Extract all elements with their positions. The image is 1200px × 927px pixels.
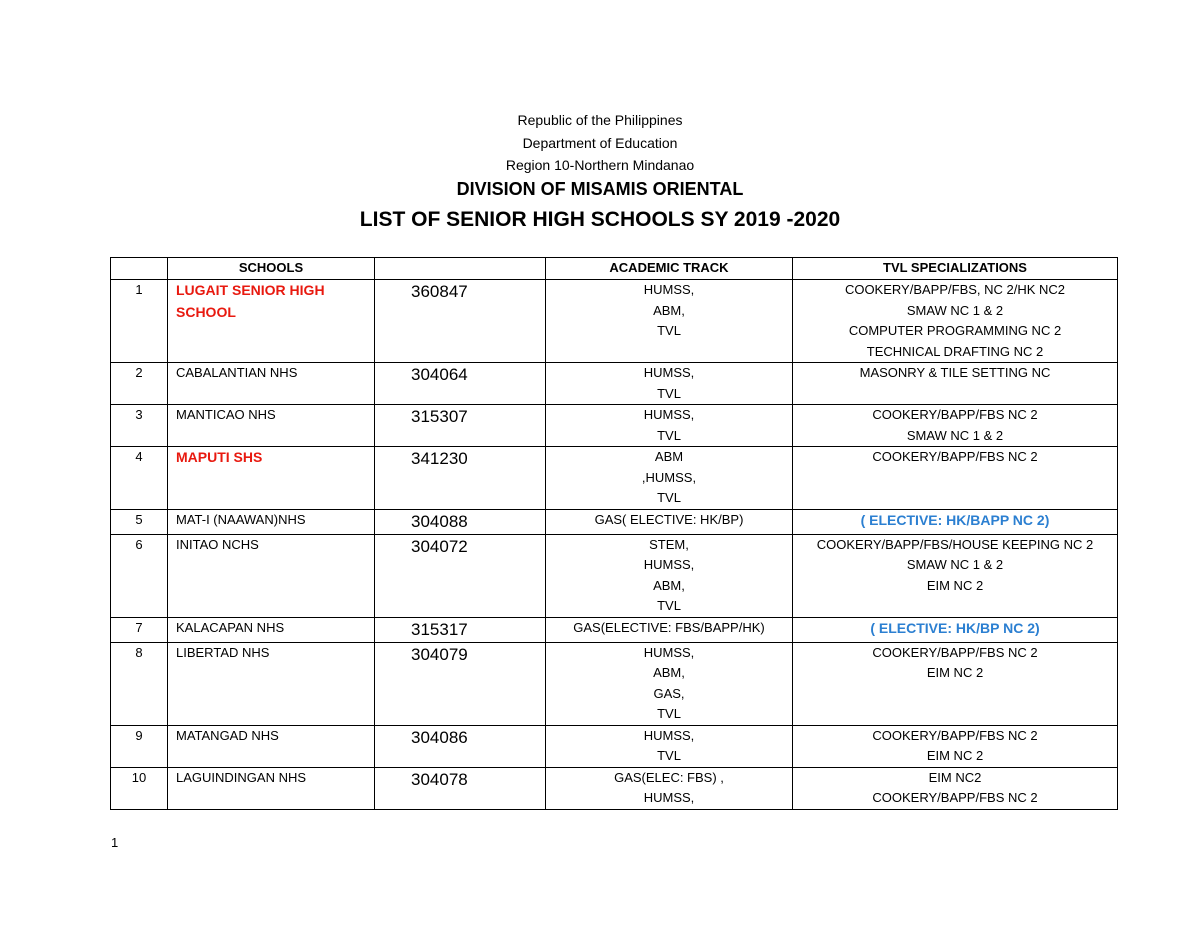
academic-track bbox=[546, 725, 793, 767]
tvl-specializations bbox=[793, 617, 1118, 642]
tvl-item: ( ELECTIVE: HK/BP NC 2) bbox=[870, 619, 1040, 636]
table-row bbox=[111, 509, 1118, 534]
row-number: 3 bbox=[111, 405, 168, 447]
table-row bbox=[111, 725, 1118, 767]
tvl-item: MASONRY & TILE SETTING NC bbox=[859, 365, 1051, 380]
row-number: 10 bbox=[111, 767, 168, 809]
tvl-item: COMPUTER PROGRAMMING NC 2 bbox=[848, 323, 1062, 338]
academic-track-item: TVL bbox=[657, 706, 681, 721]
school-id: 304086 bbox=[375, 725, 546, 767]
school-id: 315317 bbox=[375, 617, 546, 642]
table-row bbox=[111, 405, 1118, 447]
header-tvl-specializations: TVL SPECIALIZATIONS bbox=[793, 258, 1118, 280]
header-schools: SCHOOLS bbox=[168, 258, 375, 280]
school-id: 304072 bbox=[375, 534, 546, 617]
school-name-text: LUGAIT SENIOR HIGH SCHOOL bbox=[176, 282, 325, 320]
academic-track bbox=[546, 767, 793, 809]
academic-track-item: HUMSS, bbox=[643, 790, 695, 805]
academic-track-item: HUMSS, bbox=[643, 365, 695, 380]
academic-track bbox=[546, 280, 793, 363]
table-row bbox=[111, 534, 1118, 617]
school-name bbox=[168, 447, 375, 510]
table-header-row bbox=[111, 258, 1118, 280]
school-id: 304064 bbox=[375, 363, 546, 405]
row-number: 8 bbox=[111, 642, 168, 725]
academic-track-item: HUMSS, bbox=[643, 557, 695, 572]
tvl-item: SMAW NC 1 & 2 bbox=[906, 302, 1004, 318]
row-number: 4 bbox=[111, 447, 168, 510]
academic-track-item: GAS(ELECTIVE: FBS/BAPP/HK) bbox=[573, 619, 765, 635]
school-name: MATANGAD NHS bbox=[168, 725, 375, 767]
tvl-item: COOKERY/BAPP/FBS NC 2 bbox=[872, 644, 1038, 660]
tvl-specializations bbox=[793, 509, 1118, 534]
school-id: 304088 bbox=[375, 509, 546, 534]
table-row bbox=[111, 280, 1118, 363]
academic-track-item: HUMSS, bbox=[643, 644, 695, 660]
academic-track bbox=[546, 534, 793, 617]
academic-track bbox=[546, 509, 793, 534]
academic-track bbox=[546, 617, 793, 642]
academic-track bbox=[546, 447, 793, 510]
header-code bbox=[375, 258, 546, 280]
row-number: 9 bbox=[111, 725, 168, 767]
academic-track-item: ABM, bbox=[653, 577, 685, 593]
academic-track-item: TVL bbox=[657, 323, 681, 338]
school-id: 315307 bbox=[375, 405, 546, 447]
table-row bbox=[111, 447, 1118, 510]
tvl-specializations bbox=[793, 642, 1118, 725]
table-row bbox=[111, 617, 1118, 642]
header-republic: Republic of the Philippines bbox=[517, 112, 683, 128]
tvl-specializations bbox=[793, 447, 1118, 510]
table-row bbox=[111, 767, 1118, 809]
tvl-item: COOKERY/BAPP/FBS NC 2 bbox=[872, 449, 1038, 464]
academic-track-item: GAS, bbox=[653, 685, 685, 701]
row-number: 5 bbox=[111, 509, 168, 534]
academic-track-item: GAS(ELEC: FBS) , bbox=[614, 769, 724, 785]
academic-track-item: ,HUMSS, bbox=[641, 469, 697, 485]
tvl-item: EIM NC 2 bbox=[926, 748, 984, 763]
academic-track-item: TVL bbox=[657, 598, 681, 613]
school-name: MANTICAO NHS bbox=[168, 405, 375, 447]
table-row bbox=[111, 642, 1118, 725]
academic-track bbox=[546, 405, 793, 447]
school-id: 341230 bbox=[375, 447, 546, 510]
school-name: KALACAPAN NHS bbox=[168, 617, 375, 642]
academic-track bbox=[546, 363, 793, 405]
tvl-specializations bbox=[793, 534, 1118, 617]
row-number: 6 bbox=[111, 534, 168, 617]
row-number: 7 bbox=[111, 617, 168, 642]
tvl-item: COOKERY/BAPP/FBS/HOUSE KEEPING NC 2 bbox=[816, 536, 1094, 552]
academic-track-item: TVL bbox=[657, 427, 681, 443]
tvl-item: TECHNICAL DRAFTING NC 2 bbox=[866, 343, 1044, 359]
academic-track-item: GAS( ELECTIVE: HK/BP) bbox=[594, 511, 744, 527]
header-region: Region 10-Northern Mindanao bbox=[505, 157, 695, 173]
school-name-text: MAPUTI SHS bbox=[176, 449, 263, 465]
school-name: CABALANTIAN NHS bbox=[168, 363, 375, 405]
tvl-item: EIM NC 2 bbox=[926, 665, 984, 680]
school-name: LAGUINDINGAN NHS bbox=[168, 767, 375, 809]
school-id: 304078 bbox=[375, 767, 546, 809]
tvl-item: COOKERY/BAPP/FBS NC 2 bbox=[872, 790, 1038, 805]
academic-track-item: HUMSS, bbox=[643, 282, 695, 297]
tvl-item: SMAW NC 1 & 2 bbox=[906, 557, 1004, 572]
header-department: Department of Education bbox=[522, 135, 678, 151]
tvl-item: COOKERY/BAPP/FBS NC 2 bbox=[872, 407, 1038, 422]
page-number: 1 bbox=[111, 835, 119, 850]
academic-track-item: ABM, bbox=[653, 665, 685, 680]
academic-track-item: HUMSS, bbox=[643, 727, 695, 743]
tvl-item: EIM NC2 bbox=[928, 769, 982, 785]
academic-track-item: ABM bbox=[654, 449, 684, 464]
academic-track bbox=[546, 642, 793, 725]
table-row bbox=[111, 363, 1118, 405]
academic-track-item: TVL bbox=[657, 385, 681, 401]
schools-table bbox=[110, 257, 1118, 810]
page-title: LIST OF SENIOR HIGH SCHOOLS SY 2019 -2020 bbox=[359, 208, 841, 231]
row-number: 1 bbox=[111, 280, 168, 363]
tvl-specializations bbox=[793, 725, 1118, 767]
tvl-item: EIM NC 2 bbox=[926, 577, 984, 593]
academic-track-item: ABM, bbox=[653, 302, 685, 318]
academic-track-item: STEM, bbox=[649, 536, 689, 552]
school-id: 360847 bbox=[375, 280, 546, 363]
tvl-specializations bbox=[793, 363, 1118, 405]
tvl-item: COOKERY/BAPP/FBS, NC 2/HK NC2 bbox=[844, 282, 1066, 297]
header-academic-track: ACADEMIC TRACK bbox=[546, 258, 793, 280]
division-title: DIVISION OF MISAMIS ORIENTAL bbox=[456, 179, 744, 199]
tvl-specializations bbox=[793, 767, 1118, 809]
school-name: LIBERTAD NHS bbox=[168, 642, 375, 725]
tvl-item: SMAW NC 1 & 2 bbox=[906, 427, 1004, 443]
tvl-specializations bbox=[793, 280, 1118, 363]
row-number: 2 bbox=[111, 363, 168, 405]
academic-track-item: TVL bbox=[657, 490, 681, 505]
tvl-item: COOKERY/BAPP/FBS NC 2 bbox=[872, 727, 1038, 743]
school-name: INITAO NCHS bbox=[168, 534, 375, 617]
academic-track-item: HUMSS, bbox=[643, 407, 695, 422]
school-id: 304079 bbox=[375, 642, 546, 725]
tvl-item: ( ELECTIVE: HK/BAPP NC 2) bbox=[860, 511, 1050, 528]
school-name: MAT-I (NAAWAN)NHS bbox=[168, 509, 375, 534]
academic-track-item: TVL bbox=[657, 748, 681, 763]
header-num bbox=[111, 258, 168, 280]
school-name bbox=[168, 280, 375, 363]
tvl-specializations bbox=[793, 405, 1118, 447]
